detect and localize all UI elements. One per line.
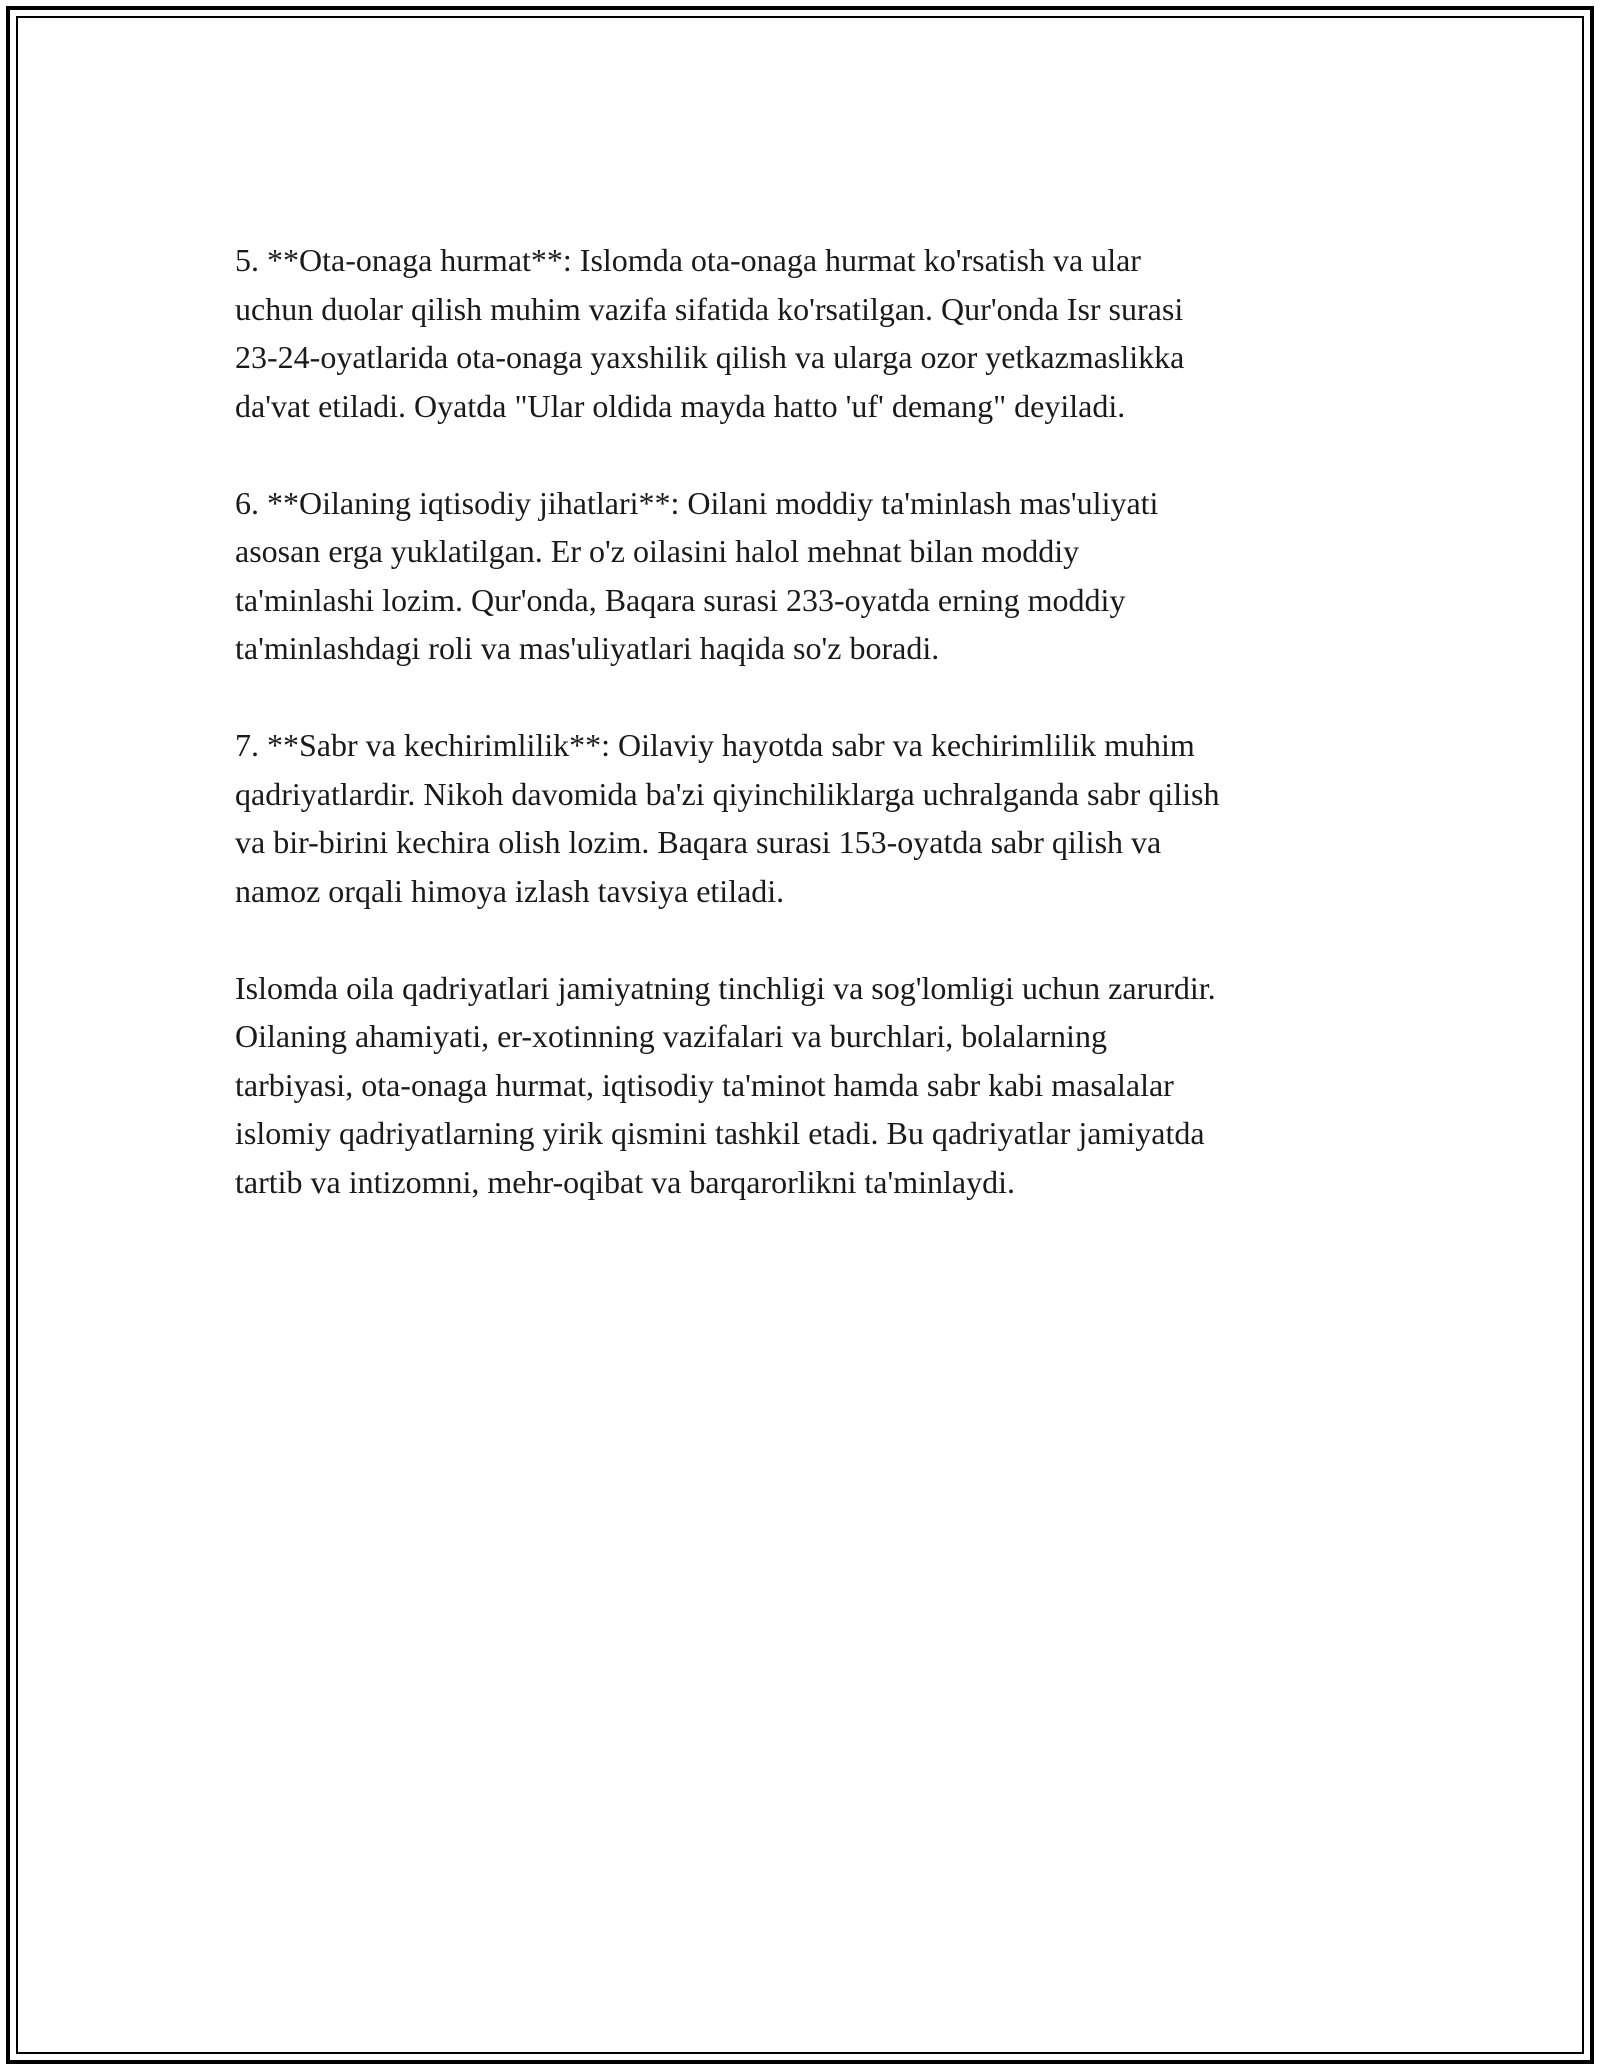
text-line: ta'minlashi lozim. Qur'onda, Baqara surasi 233-oyatda erning moddiy [235, 581, 1126, 618]
text-line: 5. **Ota-onaga hurmat**: Islomda ota-onaga hurmat ko'rsatish va ular [235, 242, 1141, 278]
text-line: Islomda oila qadriyatlari jamiyatning tinchligi va sog'lomligi uchun zarurdir. [235, 969, 1216, 1006]
text-line: tartib va intizomni, mehr-oqibat va barqarorlikni ta'minlaydi. [235, 1163, 1016, 1200]
text-line: uchun duolar qilish muhim vazifa sifatida ko'rsatilgan. Qur'onda Isr surasi [235, 290, 1184, 327]
document-body [235, 236, 1385, 1255]
text-line: va bir-birini kechira olish lozim. Baqara surasi 153-oyatda sabr qilish va [235, 824, 1162, 860]
paragraph-iqtisodiy-jihatlar [235, 479, 1385, 673]
text-line: 6. **Oilaning iqtisodiy jihatlari**: Oilani moddiy ta'minlash mas'uliyati [235, 484, 1159, 521]
text-line: qadriyatlardir. Nikoh davomida ba'zi qiyinchiliklarga uchralganda sabr qilish [235, 775, 1220, 812]
text-line: da'vat etiladi. Oyatda "Ular oldida mayda hatto 'uf' demang" deyiladi. [235, 387, 1126, 424]
text-line: namoz orqali himoya izlash tavsiya etiladi. [235, 872, 785, 909]
text-line: asosan erga yuklatilgan. Er o'z oilasini halol mehnat bilan moddiy [235, 533, 1080, 569]
paragraph-conclusion [235, 964, 1385, 1207]
text-line: ta'minlashdagi roli va mas'uliyatlari haqida so'z boradi. [235, 630, 940, 666]
paragraph-sabr-va-kechirimlilik [235, 721, 1385, 915]
paragraph-ota-onaga-hurmat [235, 236, 1385, 430]
text-line: Oilaning ahamiyati, er-xotinning vazifalari va burchlari, bolalarning [235, 1018, 1107, 1054]
text-line: tarbiyasi, ota-onaga hurmat, iqtisodiy ta'minot hamda sabr kabi masalalar [235, 1066, 1174, 1103]
text-line: 7. **Sabr va kechirimlilik**: Oilaviy hayotda sabr va kechirimlilik muhim [235, 727, 1195, 763]
text-line: 23-24-oyatlarida ota-onaga yaxshilik qilish va ularga ozor yetkazmaslikka [235, 339, 1185, 375]
text-line: islomiy qadriyatlarning yirik qismini tashkil etadi. Bu qadriyatlar jamiyatda [235, 1115, 1205, 1151]
